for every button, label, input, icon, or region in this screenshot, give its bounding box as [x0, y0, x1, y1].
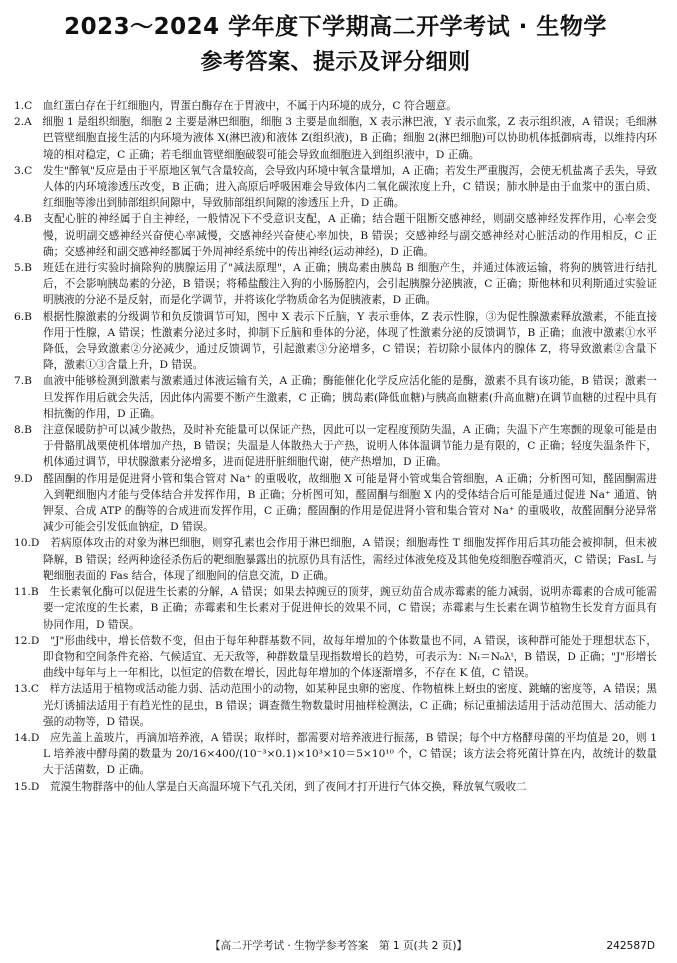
- answer-item-13: [14, 681, 657, 730]
- answer-text: 8.B 注意保暖防护可以减少散热，及时补充能量可以保证产热，因此可以一定程度预防失温，A 正确；失温下产生寒颤的现象可能是由于骨骼肌战栗使机体增加产热，B 错误；失温是人体散热大于产热，说明人体体温调节能力是有限的，C 正确；轻度失温条件下，机体通过调节，甲状腺激素分泌增多，进而促进肝脏细胞代谢，使产热增加，D 正确。: [14, 424, 657, 469]
- answer-item-15: [14, 779, 657, 795]
- answer-text: 3.C 发生"醉氧"反应是由于平原地区氧气含量较高，会导致内环境中氧含量增加，A 正确；若发生严重腹泻，会使无机盐离子丢失，导致人体的内环境渗透压改变，B 正确；进入高原后呼吸困难会导致体内二氧化碳浓度上升，C 错误；肺水肿是由于血浆中的蛋白质、红细胞等渗出到肺部组织间隙中，导致肺部组织间隙的渗透压上升，D 正确。: [14, 164, 657, 210]
- answer-item-14: [14, 730, 657, 779]
- answer-text: 15.D 荒漠生物群落中的仙人掌是白天高温环境下气孔关闭，到了夜间才打开进行气体交换，释放氧气吸收二: [14, 780, 527, 793]
- answer-text: 4.B 支配心脏的神经属于自主神经，一般情况下不受意识支配，A 正确；结合题干阻断交感神经，则副交感神经发挥作用，心率会变慢，说明副交感神经兴奋使心率减慢，交感神经兴奋使心率加快，B 错误；交感神经与副交感神经对心脏活动的作用相反，C 正确；交感神经和副交感神经都属于外周神经系统中的传出神经(运动神经)，D 正确。: [14, 213, 657, 258]
- answer-item-7: [14, 373, 657, 422]
- answer-text: 11.B 生长素氧化酶可以促进生长素的分解，A 错误；如果去掉豌豆的顶芽，豌豆幼苗合成赤霉素的能力减弱，说明赤霉素的合成可能需要一定浓度的生长素，B 正确；赤霉素和生长素对于促进伸长的效果不同，C 错误；赤霉素与生长素在调节植物生长发育方面具有协同作用，D 错误。: [14, 586, 657, 631]
- answer-text: 1.C 血红蛋白存在于红细胞内，胃蛋白酶存在于胃液中，不属于内环境的成分，C 符合题意。: [14, 100, 457, 112]
- page-title: 2023～2024 学年度下学期高二开学考试 · 生物学: [64, 14, 607, 40]
- answer-text: 10.D 若病原体攻击的对象为淋巴细胞，则穿孔素也会作用于淋巴细胞，A 错误；细胞毒性 T 细胞发挥作用后其功能会被抑制，但未被降解，B 错误；经两种途径杀伤后的靶细胞暴露出的抗原仍具有活性，需经过体液免疫及其他免疫细胞吞噬消灭，C 错误；FasL 与靶细胞表面的 Fas 结合，体现了细胞间的信息交流，D 正确。: [14, 537, 657, 582]
- answer-text: 6.B 根据性腺激素的分级调节和负反馈调节可知，图中 X 表示下丘脑，Y 表示垂体，Z 表示性腺，③为促性腺激素释放激素，不能直接作用于性腺，A 错误；性激素分泌过多时，抑制下丘脑和垂体的分泌，体现了性激素分泌的反馈调节，B 正确；血液中激素①水平降低，会导致激素②分泌减少，通过反馈调节，引起激素③分泌增多，C 错误；若切除小鼠体内的腺体 Z，将导致激素②含量下降，激素①③含量上升，D 错误。: [14, 310, 657, 372]
- answer-item-11: [14, 584, 657, 633]
- answer-text: 13.C 样方法适用于植物或活动能力弱、活动范围小的动物，如某种昆虫卵的密度、作物植株上蚜虫的密度、跳蝻的密度等，A 错误；黑光灯诱捕法适用于有趋光性的昆虫，B 错误；调查微生物数量时用抽样检测法，C 正确；标记重捕法适用于活动范围大、活动能力强的动物等，D 错误。: [14, 683, 657, 728]
- answer-item-10: [14, 535, 657, 584]
- answer-item-4: [14, 211, 657, 260]
- answer-item-12: [14, 633, 657, 682]
- answer-item-6: [14, 309, 657, 374]
- answer-item-2: [14, 114, 657, 163]
- page-footer: [0, 938, 677, 954]
- footer-doc-code: 242587D: [606, 940, 655, 952]
- answer-item-1: [14, 98, 657, 114]
- footer-page-info: 【高二开学考试 · 生物学参考答案 第 1 页(共 2 页)】: [209, 940, 468, 952]
- answer-item-9: [14, 471, 657, 536]
- answer-text: 14.D 应先盖上盖玻片，再滴加培养液，A 错误；取样时，都需要对培养液进行振荡，B 错误；每个中方格酵母菌的平均值是 20，则 1 L 培养液中酵母菌的数量为 20/16×400/(10⁻³×0.1)×10³×10＝5×10¹⁰ 个，C 错误；该方法会将死菌计算在内，故统计的数量大于活菌数，D 正确。: [14, 731, 657, 777]
- page-subtitle: 参考答案、提示及评分细则: [200, 50, 471, 75]
- answer-item-8: [14, 422, 657, 471]
- answer-text: 9.D 醛固酮的作用是促进肾小管和集合管对 Na⁺ 的重吸收，故细胞 X 可能是肾小管或集合管细胞，A 正确；分析图可知，醛固酮需进入到靶细胞内才能与受体结合并发挥作用，B 正确；分析图可知，醛固酮与细胞 X 内的受体结合后可能是通过促进 Na⁺ 通道、钠钾泵、合成 ATP 的酶等的合成进而发挥作用，C 正确；醛固酮的作用是促进肾小管和集合管对 Na⁺ 的重吸收，故醛固酮分泌异常减少可能会引发低血钠症，D 错误。: [14, 472, 657, 534]
- answer-item-5: [14, 260, 657, 309]
- answer-text: 7.B 血液中能够检测到激素与激素通过体液运输有关，A 正确；酶能催化化学反应活化能的是酶，激素不具有该功能，B 错误；激素一旦发挥作用后就会失活，因此体内需要不断产生激素，C 正确；胰岛素(降低血糖)与胰高血糖素(升高血糖)在调节血糖的过程中具有相抗衡的作用，D 正确。: [14, 375, 657, 420]
- answer-list: [14, 98, 657, 795]
- answer-text: 2.A 细胞 1 是组织细胞，细胞 2 主要是淋巴细胞，细胞 3 主要是血细胞，X 表示淋巴液，Y 表示血浆，Z 表示组织液，A 错误；毛细淋巴管壁细胞直接生活的内环境为液体 X(淋巴液)和液体 Z(组织液)，B 正确；细胞 2(淋巴细胞)可以协助机体抵御病毒，以维持内环境的相对稳定，C 正确；若毛细血管壁细胞破裂可能会导致血细胞进入到组织液中，D 正确。: [14, 116, 657, 161]
- answer-text: 5.B 班廷在进行实验时摘除狗的胰腺运用了"减法原理"，A 正确；胰岛素由胰岛 B 细胞产生，并通过体液运输，将狗的胰管进行结扎后，不会影响胰岛素的分泌，B 错误；将稀盐酸注入狗的小肠肠腔内，会引起胰腺分泌胰液，C 正确；斯他林和贝利斯通过实验证明胰液的分泌不是反射，而是化学调节，并将该化学物质命名为促胰液素，D 正确。: [14, 262, 657, 307]
- answer-item-3: [14, 163, 657, 212]
- answer-text: 12.D "J"形曲线中，增长倍数不变，但由于每年种群基数不同，故每年增加的个体数量也不同，A 错误，该种群可能处于理想状态下，即食物和空间条件充裕、气候适宜、无天敌等，种群数量呈现指数增长的趋势，可表示为：Nₜ＝N₀λᵗ，B 错误，D 正确；"J"形增长曲线中每年与上一年相比，以恒定的倍数在增长，因此每年增加的个体逐渐增多，不存在 K 值，C 错误。: [14, 634, 657, 680]
